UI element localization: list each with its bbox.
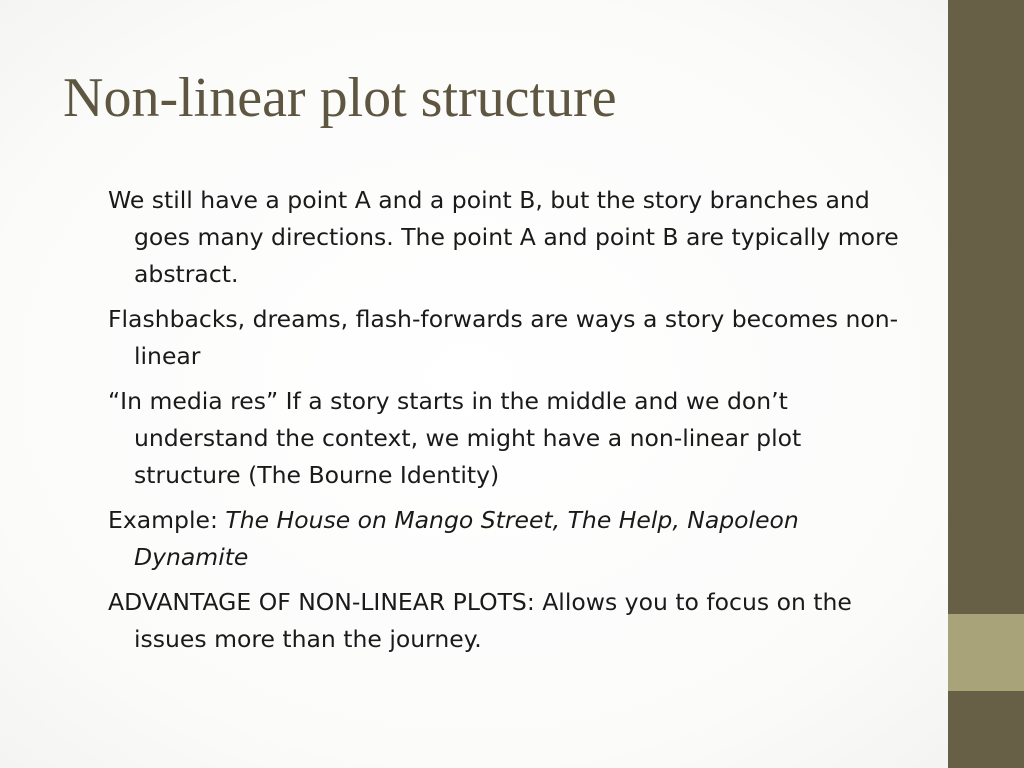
- example-titles: The House on Mango Street, The Help, Napoleon Dynamite: [134, 506, 799, 571]
- bullet-flashbacks: Flashbacks, dreams, flash-forwards are ways a story becomes non-linear: [108, 305, 899, 370]
- bullet-list: [108, 182, 908, 666]
- bullet-example: [108, 502, 908, 576]
- example-label: Example:: [108, 506, 226, 534]
- bullet-advantage: ADVANTAGE OF NON-LINEAR PLOTS: Allows you to focus on the issues more than the journey.: [108, 588, 852, 653]
- bullet-point-a-b: We still have a point A and a point B, but the story branches and goes many directions. The point A and point B are typically more abstract.: [108, 186, 899, 288]
- bullet-in-media-res: “In media res” If a story starts in the middle and we don’t understand the context, we might have a non-linear plot structure (The Bourne Identity): [108, 387, 802, 489]
- slide-title: Non-linear plot structure: [63, 67, 617, 129]
- side-decoration-accent: [948, 614, 1024, 691]
